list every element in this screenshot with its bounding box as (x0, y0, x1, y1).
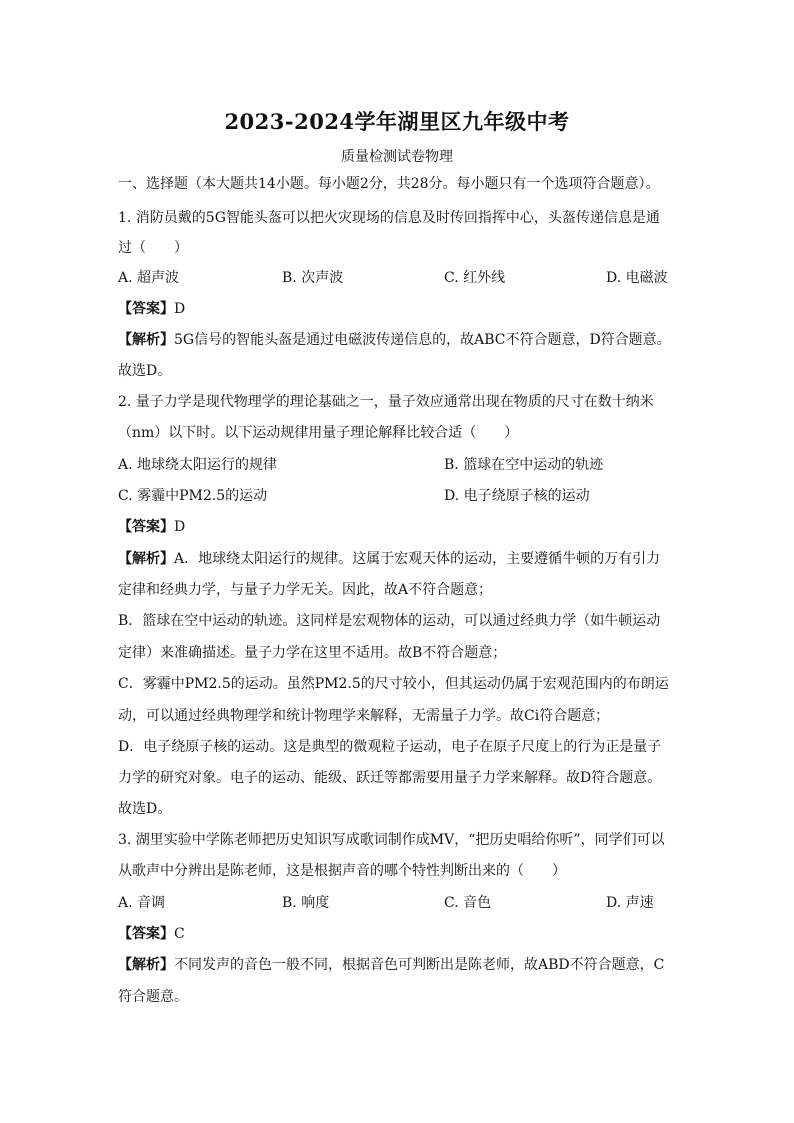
q1-stem-line-2: 过（ ） (118, 240, 188, 256)
q2-analysis-line-3: B．篮球在空中运动的轨迹。这同样是宏观物体的运动，可以通过经典力学（如牛顿运动 (118, 613, 661, 629)
q3-analysis-line-1 (118, 955, 664, 975)
answer-value: C (174, 926, 185, 942)
analysis-label: 【解析】 (118, 332, 174, 348)
q2-stem-line-1: 2. 量子力学是现代物理学的理论基础之一，量子效应通常出现在物质的尺寸在数十纳米 (118, 394, 654, 410)
analysis-label: 【解析】 (118, 957, 174, 973)
answer-label: 【答案】 (118, 519, 174, 535)
q3-stem-line-2: 从歌声中分辨出是陈老师，这是根据声音的哪个特性判断出来的（ ） (118, 863, 566, 879)
q2-analysis-line-2: 定律和经典力学，与量子力学无关。因此，故A不符合题意； (118, 582, 493, 598)
q1-option-b: B. 次声波 (282, 270, 344, 286)
answer-label: 【答案】 (118, 926, 174, 942)
q3-stem-line-1: 3. 湖里实验中学陈老师把历史知识写成歌词制作成MV，“把历史唱给你听”，同学们可以 (118, 832, 665, 848)
q1-analysis (118, 330, 671, 350)
q1-stem-line-1: 1. 消防员戴的5G智能头盔可以把火灾现场的信息及时传回指挥中心，头盔传递信息是通 (118, 210, 660, 226)
analysis-text: 不同发声的音色一般不同，根据音色可判断出是陈老师，故ABD不符合题意，C (174, 957, 665, 973)
q3-option-d: D. 声速 (606, 895, 654, 911)
answer-value: D (174, 519, 186, 535)
q3-option-a: A. 音调 (118, 895, 166, 911)
q3-option-c: C. 音色 (444, 895, 492, 911)
doc-title: 2023-2024学年湖里区九年级中考 (224, 109, 570, 134)
q2-analysis-line-8: 力学的研究对象。电子的运动、能级、跃迁等都需要用量子力学来解释。故D符合题意。 (118, 770, 662, 786)
q3-analysis-line-2: 符合题意。 (118, 989, 188, 1005)
doc-subtitle: 质量检测试卷物理 (341, 149, 453, 165)
q2-stem-line-2: （nm）以下时。以下运动规律用量子理论解释比较合适（ ） (118, 425, 519, 441)
analysis-text: A．地球绕太阳运行的规律。这属于宏观天体的运动，主要遵循牛顿的万有引力 (174, 551, 661, 567)
q2-option-b: B. 篮球在空中运动的轨迹 (444, 457, 604, 473)
q2-analysis-line-7: D．电子绕原子核的运动。这是典型的微观粒子运动，电子在原子尺度上的行为正是量子 (118, 739, 662, 755)
q3-answer (118, 924, 185, 944)
q2-answer (118, 517, 185, 537)
answer-value: D (174, 301, 186, 317)
q1-option-a: A. 超声波 (118, 270, 180, 286)
q2-analysis-line-1 (118, 549, 660, 569)
q3-option-b: B. 响度 (282, 895, 330, 911)
q2-option-c: C. 雾霾中PM2.5的运动 (118, 488, 268, 504)
q1-answer (118, 299, 185, 319)
section-heading: 一、选择题（本大题共14小题。每小题2分，共28分。每小题只有一个选项符合题意）。 (118, 176, 660, 192)
q2-analysis-line-6: 动，可以通过经典物理学和统计物理学来解释，无需量子力学。故Ci符合题意； (118, 708, 610, 724)
q2-analysis-line-4: 定律）来准确描述。量子力学在这里不适用。故B不符合题意； (118, 645, 507, 661)
analysis-label: 【解析】 (118, 551, 174, 567)
q1-conclusion: 故选D。 (118, 363, 172, 379)
q2-option-a: A. 地球绕太阳运行的规律 (118, 457, 278, 473)
q2-analysis-line-5: C．雾霾中PM2.5的运动。虽然PM2.5的尺寸较小，但其运动仍属于宏观范围内的布朗运 (118, 676, 669, 692)
q1-option-d: D. 电磁波 (606, 270, 668, 286)
analysis-text: 5G信号的智能头盔是通过电磁波传递信息的，故ABC不符合题意，D符合题意。 (174, 332, 671, 348)
answer-label: 【答案】 (118, 301, 174, 317)
q2-conclusion: 故选D。 (118, 801, 172, 817)
q2-option-d: D. 电子绕原子核的运动 (444, 488, 590, 504)
q1-option-c: C. 红外线 (444, 270, 506, 286)
